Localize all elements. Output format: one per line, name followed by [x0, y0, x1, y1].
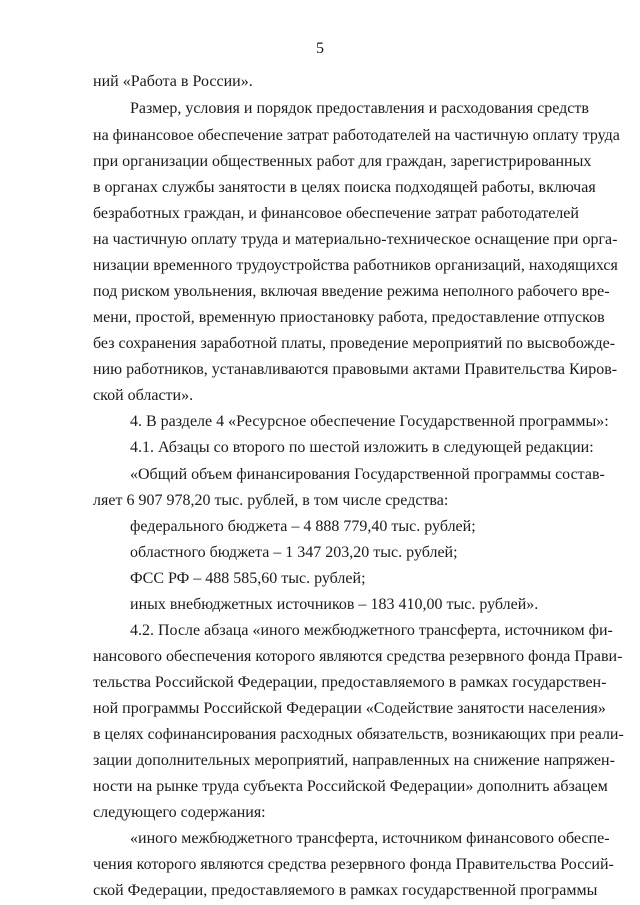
text-line: чения которого являются средства резервного фонда Правительства Россий- — [93, 856, 614, 873]
text-line: при организации общественных работ для граждан, зарегистрированных — [93, 153, 592, 170]
text-line: ской Федерации, предоставляемого в рамках государственной программы — [93, 882, 598, 899]
text-line: в целях софинансирования расходных обязательств, возникающих при реали- — [93, 726, 624, 743]
text-line: нансового обеспечения которого являются средства резервного фонда Прави- — [93, 648, 623, 665]
text-line: 4.1. Абзацы со второго по шестой изложить в следующей редакции: — [130, 439, 594, 456]
text-line: без сохранения заработной платы, проведение мероприятий по высвобожде- — [93, 335, 616, 352]
text-line: нию работников, устанавливаются правовыми актами Правительства Киров- — [93, 361, 618, 378]
text-line: 4.2. После абзаца «иного межбюджетного трансферта, источником фи- — [130, 622, 613, 639]
text-line: ной программы Российской Федерации «Содействие занятости населения» — [93, 700, 606, 717]
text-line: областного бюджета – 1 347 203,20 тыс. рублей; — [130, 544, 458, 561]
text-line: мени, простой, временную приостановку работа, предоставление отпусков — [93, 309, 605, 326]
text-line: под риском увольнения, включая введение режима неполного рабочего вре- — [93, 283, 610, 300]
text-line: безработных граждан, и финансовое обеспечение затрат работодателей — [93, 205, 579, 222]
text-line: федерального бюджета – 4 888 779,40 тыс. рублей; — [130, 518, 476, 535]
text-line: ний «Работа в России». — [93, 73, 253, 90]
text-line: ФСС РФ – 488 585,60 тыс. рублей; — [130, 570, 366, 587]
text-line: зации дополнительных мероприятий, направленных на снижение напряжен- — [93, 752, 615, 769]
text-line: низации временного трудоустройства работников организаций, находящихся — [93, 257, 618, 274]
text-line: иных внебюджетных источников – 183 410,00 тыс. рублей». — [130, 596, 539, 613]
text-line: следующего содержания: — [93, 804, 266, 821]
text-line: в органах службы занятости в целях поиска подходящей работы, включая — [93, 179, 596, 196]
text-line: ляет 6 907 978,20 тыс. рублей, в том числе средства: — [93, 492, 449, 509]
text-line: Размер, условия и порядок предоставления и расходования средств — [130, 100, 589, 117]
text-line: «Общий объем финансирования Государственной программы состав- — [130, 466, 605, 483]
text-line: на частичную оплату труда и материально-техническое оснащение при орга- — [93, 231, 618, 248]
text-line: на финансовое обеспечение затрат работодателей на частичную оплату труда — [93, 127, 620, 144]
text-line: 4. В разделе 4 «Ресурсное обеспечение Государственной программы»: — [130, 413, 609, 430]
text-line: ской области». — [93, 387, 194, 404]
text-line: тельства Российской Федерации, предоставляемого в рамках государствен- — [93, 674, 607, 691]
text-line: ности на рынке труда субъекта Российской Федерации» дополнить абзацем — [93, 778, 608, 795]
text-line: «иного межбюджетного трансферта, источником финансового обеспе- — [130, 830, 610, 847]
page-number: 5 — [316, 40, 324, 57]
